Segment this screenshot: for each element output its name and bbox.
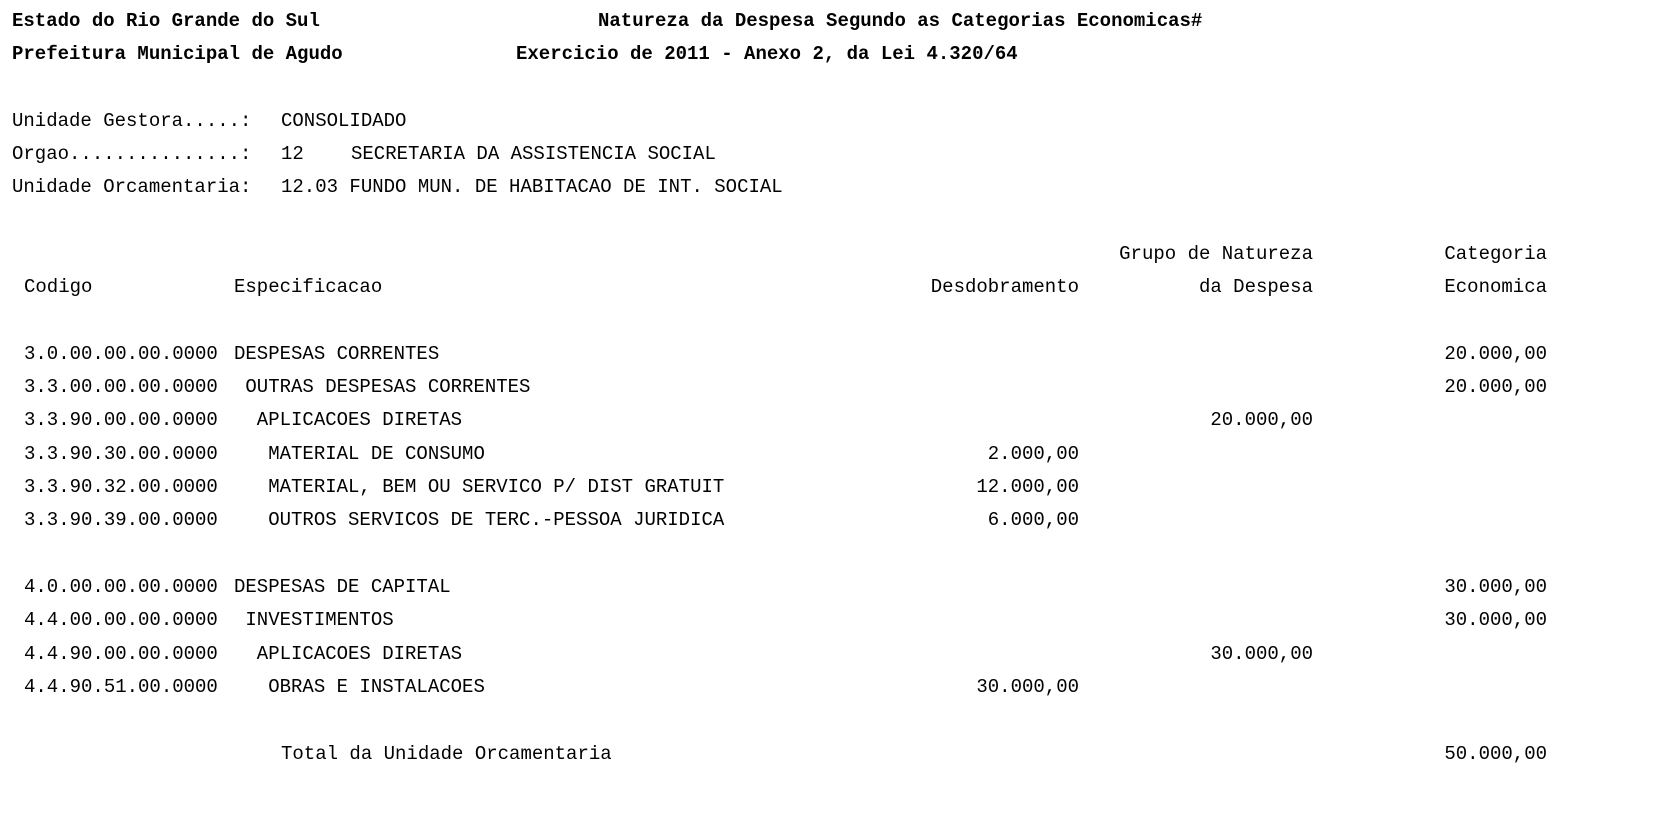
orgao-code: 12 xyxy=(281,143,304,165)
row-code: 3.3.90.00.00.0000 xyxy=(24,409,218,431)
unidade-gestora-label: Unidade Gestora.....: xyxy=(12,110,252,132)
row-specification: OUTRAS DESPESAS CORRENTES xyxy=(234,376,531,398)
row-specification: MATERIAL, BEM OU SERVICO P/ DIST GRATUIT xyxy=(234,476,725,498)
row-code: 3.3.90.32.00.0000 xyxy=(24,476,218,498)
column-header-desdobramento: Desdobramento xyxy=(930,276,1079,298)
row-specification: APLICACOES DIRETAS xyxy=(234,643,463,665)
unidade-gestora-value: CONSOLIDADO xyxy=(281,110,407,132)
row-specification: OBRAS E INSTALACOES xyxy=(234,676,485,698)
total-label: Total da Unidade Orcamentaria xyxy=(281,743,612,765)
column-header-categoria-line2: Economica xyxy=(1444,276,1547,298)
column-header-categoria-line1: Categoria xyxy=(1444,243,1547,265)
unidade-orcamentaria-value: 12.03 FUNDO MUN. DE HABITACAO DE INT. SOCIAL xyxy=(281,176,783,198)
row-code: 3.0.00.00.00.0000 xyxy=(24,343,218,365)
row-desdobramento: 30.000,00 xyxy=(976,676,1079,698)
row-specification: INVESTIMENTOS xyxy=(234,609,394,631)
municipality-name: Prefeitura Municipal de Agudo xyxy=(12,43,343,65)
row-categoria: 30.000,00 xyxy=(1444,576,1547,598)
row-code: 4.0.00.00.00.0000 xyxy=(24,576,218,598)
unidade-orcamentaria-label: Unidade Orcamentaria: xyxy=(12,176,252,198)
row-desdobramento: 12.000,00 xyxy=(976,476,1079,498)
state-name: Estado do Rio Grande do Sul xyxy=(12,10,320,32)
column-header-grupo-line2: da Despesa xyxy=(1198,276,1313,298)
row-specification: OUTROS SERVICOS DE TERC.-PESSOA JURIDICA xyxy=(234,509,725,531)
orgao-label: Orgao...............: xyxy=(12,143,252,165)
report-title: Natureza da Despesa Segundo as Categorias Economicas# xyxy=(598,10,1203,32)
report-subtitle: Exercicio de 2011 - Anexo 2, da Lei 4.320/64 xyxy=(516,43,1018,65)
row-code: 3.3.90.30.00.0000 xyxy=(24,443,218,465)
orgao-name: SECRETARIA DA ASSISTENCIA SOCIAL xyxy=(351,143,716,165)
row-grupo: 30.000,00 xyxy=(1210,643,1313,665)
row-categoria: 20.000,00 xyxy=(1444,376,1547,398)
row-code: 4.4.90.51.00.0000 xyxy=(24,676,218,698)
row-categoria: 30.000,00 xyxy=(1444,609,1547,631)
row-categoria: 20.000,00 xyxy=(1444,343,1547,365)
row-code: 4.4.00.00.00.0000 xyxy=(24,609,218,631)
column-header-especificacao: Especificacao xyxy=(234,276,383,298)
row-code: 3.3.00.00.00.0000 xyxy=(24,376,218,398)
row-specification: DESPESAS CORRENTES xyxy=(234,343,440,365)
total-value: 50.000,00 xyxy=(1444,743,1547,765)
column-header-grupo-line1: Grupo de Natureza xyxy=(1119,243,1313,265)
row-desdobramento: 6.000,00 xyxy=(987,509,1079,531)
row-code: 4.4.90.00.00.0000 xyxy=(24,643,218,665)
row-code: 3.3.90.39.00.0000 xyxy=(24,509,218,531)
column-header-codigo: Codigo xyxy=(24,276,93,298)
row-desdobramento: 2.000,00 xyxy=(987,443,1079,465)
row-grupo: 20.000,00 xyxy=(1210,409,1313,431)
row-specification: MATERIAL DE CONSUMO xyxy=(234,443,485,465)
row-specification: APLICACOES DIRETAS xyxy=(234,409,463,431)
row-specification: DESPESAS DE CAPITAL xyxy=(234,576,451,598)
